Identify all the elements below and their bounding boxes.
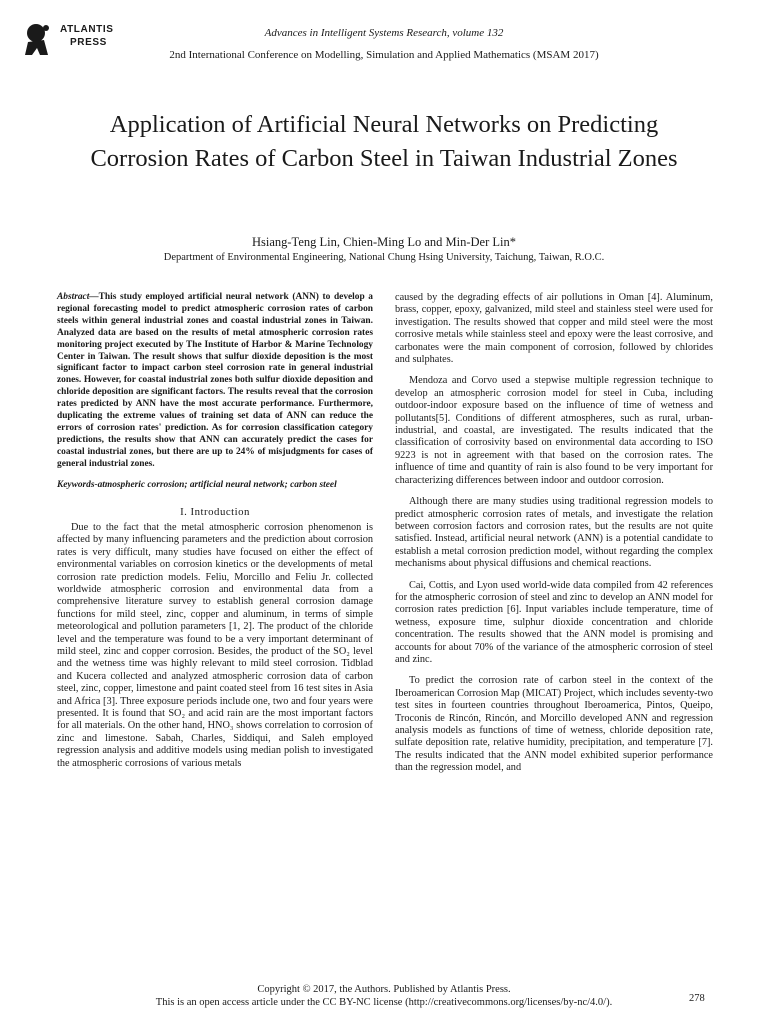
abstract: [57, 292, 373, 471]
page-number: 278: [689, 993, 705, 1004]
keywords: Keywords-atmospheric corrosion; artificial neural network; carbon steel: [57, 479, 337, 490]
right-column: [395, 292, 713, 775]
body-paragraph: Although there are many studies using traditional regression models to predict atmospheric corrosion rates of metals, and investigate the relation between corrosion factors and corrosion rates, but the results are not quite satisfied. Instead, artificial neural network (ANN) is a potential candidate to establish a metal corrosion prediction model, without regarding the complex mechanisms about physical diffusions and chemical reactions.: [395, 496, 713, 570]
publisher-name-line2: PRESS: [70, 37, 107, 48]
body-paragraph: caused by the degrading effects of air pollutions in Oman [4]. Aluminum, brass, copper, epoxy, galvanized, mild steel and stainless steel were used for investigation. The results showed that copper and mild steel were the most corrosive metals while stainless steel and epoxy were the least corrosive, and carbonates were the main component of corrosion, followed by chlorides and sulphates.: [395, 292, 713, 366]
body-paragraph: Mendoza and Corvo used a stepwise multiple regression technique to develop an atmospheric corrosion model for steel in Cuba, including outdoor-indoor exposure based on the influence of time of wetness and pollutants[5]. Conditions of different atmospheres, such as rural, urban-industrial, and coastal, are investigated. The results indicated that the classification of corrosivity based on environmental data according to ISO 9223 is not in agreement with that based on the corrosion rates. The influence of time and quantity of rain is also found to be very important for characterizing differences between indoor and outdoor corrosion.: [395, 375, 713, 486]
copyright-notice: Copyright © 2017, the Authors. Published by Atlantis Press.: [257, 984, 511, 995]
body-paragraph: To predict the corrosion rate of carbon steel in the context of the Iberoamerican Corrosion Map (MICAT) Project, which includes seventy-two test sites in fourteen countries throughout Iberoamerica, Pintos, Queipo, Troconis de Rincón, Rincón, and Morcillo developed ANN and regression analysis models as functions of time of wetness, chloride deposition rate, sulfate deposition rate, relative humidity, precipitation, and temperature [7]. The results indicated that the ANN model exhibited superior performance than the regression model, and: [395, 675, 713, 774]
license-notice: This is an open access article under the CC BY-NC license (http://creativecommons.org/licenses/by-nc/4.0/).: [155, 997, 613, 1008]
author-list: Hsiang-Teng Lin, Chien-Ming Lo and Min-Der Lin*: [251, 235, 516, 249]
publisher-name-line1: ATLANTIS: [60, 24, 114, 35]
abstract-lead: Abstract—: [57, 292, 99, 302]
body-paragraph: Cai, Cottis, and Lyon used world-wide data compiled from 42 references for the atmospheric corrosion of steel and zinc to develop an ANN model for corrosion rates prediction [6]. Input variables include temperature, time of wetness, exposure time, sulphur dioxide concentration and chloride concentration. The results showed that the ANN model is promising and accounts for about 70% of the variance of the atmospheric corrosion of steel and zinc.: [395, 579, 713, 665]
journal-series: Advances in Intelligent Systems Research, volume 132: [264, 27, 504, 39]
paper-title: Application of Artificial Neural Networks on Predicting Corrosion Rates of Carbon Steel in Taiwan Industrial Zones: [90, 111, 678, 172]
body-paragraph: Due to the fact that the metal atmospheric corrosion phenomenon is affected by many influencing parameters and the prediction about corrosion rates is very difficult, many studies have focused on either the effect of environmental variables on corrosion kinetics or the developments of metal corrosion rate prediction models. Feliu, Morcillo and Feliu Jr. collected worldwide atmospheric corrosion and environmental data from a comprehensive literature survey to establish general corrosion damage functions for mild steel, zinc, copper and aluminum, in terms of simple meteorological and pollution parameters [1, 2]. The product of the chloride level and the temperature was found to be a very important determinant of mild steel, zinc and copper corrosion. Besides, the product of the SO₂ level and the wetness time was highly relevant to mild steel corrosion. Tidblad and Kucera collected and analyzed atmospheric corrosion data of carbon steel, zinc, copper, limestone and paint coated steel from 16 test sites in Asia and Africa [3]. Three exposure periods include one, two and four years were presented. It is found that SO₂ and acid rain are the most important factors for all materials. On the other hand, HNO₃ shows correlation to corrosion of zinc and limestone. Sabah, Charles, Siddiqui, and Saleh employed regression analysis and additive models using median polish to investigated the atmospheric corrosions of various metals: [57, 521, 373, 769]
section-heading: I. Introduction: [180, 505, 250, 518]
abstract-text: This study employed artificial neural network (ANN) to develop a regional forecasting model to predict atmospheric corrosion rates of carbon steels within general industrial zones and coastal industrial zones in Taiwan. Analyzed data are based on the results of metal atmospheric corrosion rates monitoring project executed by The Institute of Harbor & Marine Technology Center in Taiwan. The result shows that sulfur dioxide deposition is the most significant factor to impact carbon steel corrosion rate in general industrial zones. However, for coastal industrial zones both sulfur dioxide deposition and chloride deposition are significant factors. The results reveal that the corrosion rates predicted by ANN have the most accurate performance. Furthermore, duplicating the extreme values of training set data of ANN can reduce the errors of corrosion rates' prediction. As for corrosion classification category predictions, the results show that ANN can accurately predict the cases for coastal industrial zones, but there are up to 24% of misjudgments for cases of general industrial zones.: [57, 292, 373, 469]
left-column: [57, 292, 373, 770]
affiliation: Department of Environmental Engineering, National Chung Hsing University, Taichung, Taiwan, R.O.C.: [163, 252, 605, 263]
conference-name: 2nd International Conference on Modelling, Simulation and Applied Mathematics (MSAM 2017): [169, 49, 599, 61]
